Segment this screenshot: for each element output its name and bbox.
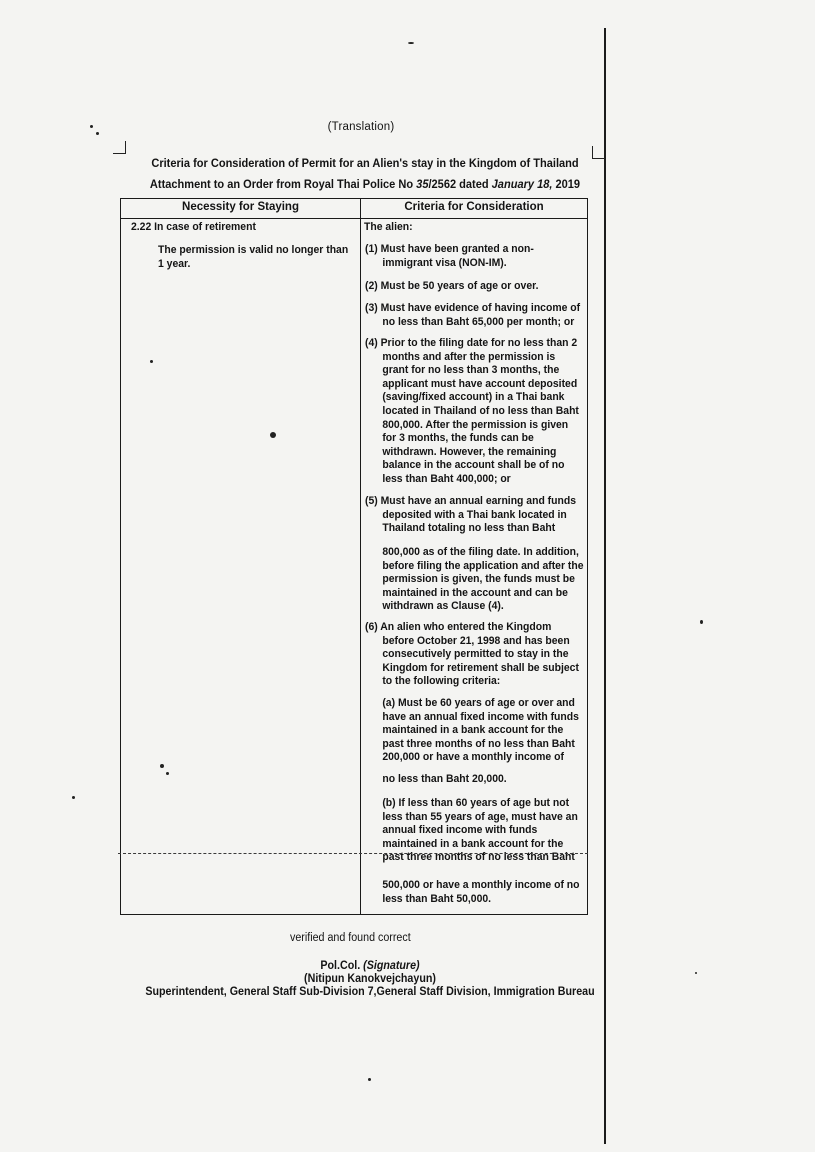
scan-speck bbox=[72, 796, 75, 799]
verification-note: verified and found correct bbox=[290, 932, 411, 944]
signature-block bbox=[100, 960, 640, 999]
clause-line: withdrawn as Clause (4). bbox=[365, 600, 504, 613]
order-year: /2562 dated bbox=[428, 177, 492, 191]
clause-line: (b) If less than 60 years of age but not bbox=[365, 797, 570, 809]
scan-speck bbox=[368, 1078, 371, 1081]
clause-line: to the following criteria: bbox=[365, 675, 501, 688]
order-date: January 18, bbox=[491, 177, 553, 191]
permission-line: The permission is valid no longer than bbox=[158, 244, 349, 256]
clause-line: before filing the application and after the bbox=[365, 559, 584, 572]
scan-speck bbox=[700, 620, 703, 624]
clause-line: consecutively permitted to stay in the bbox=[365, 648, 569, 661]
document-subtitle bbox=[149, 177, 581, 191]
header-necessity: Necessity for Staying bbox=[182, 201, 299, 213]
clause-line: annual fixed income with funds bbox=[365, 824, 538, 837]
signatory-position: Superintendent, General Staff Sub-Division 7,General Staff Division, Immigration Bureau bbox=[145, 986, 595, 998]
clause-line: Kingdom for retirement shall be subject bbox=[365, 661, 579, 674]
clause-line: 800,000. After the permission is given bbox=[365, 418, 569, 431]
signatory-name: (Nitipun Kanokvejchayun) bbox=[304, 973, 436, 985]
clause-line: withdrawn. However, the remaining bbox=[365, 445, 557, 458]
clause-line: (a) Must be 60 years of age or over and bbox=[365, 697, 575, 709]
clause-line: 500,000 or have a monthly income of no bbox=[365, 879, 580, 891]
clause-line: (saving/fixed account) in a Thai bank bbox=[365, 391, 565, 404]
header-criteria: Criteria for Consideration bbox=[404, 201, 544, 213]
scan-speck bbox=[408, 42, 414, 44]
scan-speck bbox=[695, 972, 697, 974]
clause-line: (2) Must be 50 years of age or over. bbox=[365, 280, 539, 292]
clause-line: located in Thailand of no less than Baht bbox=[365, 405, 579, 417]
clause-line: applicant must have account deposited bbox=[365, 377, 578, 390]
clause-line: past three months of no less than Baht bbox=[365, 737, 575, 750]
clause-line: (6) An alien who entered the Kingdom bbox=[365, 621, 552, 633]
signature-mark: (Signature) bbox=[363, 960, 420, 972]
clause-line: maintained in a bank account for the bbox=[365, 724, 564, 737]
clause-line: less than 55 years of age, must have an bbox=[365, 810, 578, 823]
crop-mark-right bbox=[592, 146, 605, 159]
clause-line: months and after the permission is bbox=[365, 350, 556, 363]
clause-line: less than Baht 50,000. bbox=[365, 892, 492, 905]
clause-line: balance in the account shall be of no bbox=[365, 459, 565, 472]
order-number: 35 bbox=[416, 177, 429, 191]
clause-line: Thailand totaling no less than Baht bbox=[365, 522, 556, 535]
clause-line: (5) Must have an annual earning and funds bbox=[365, 495, 577, 507]
clause-line: have an annual fixed income with funds bbox=[365, 710, 579, 723]
clause-line: (1) Must have been granted a non- bbox=[365, 243, 534, 255]
permission-line: 1 year. bbox=[158, 258, 191, 270]
criteria-table bbox=[120, 198, 588, 915]
clause-line: for 3 months, the funds can be bbox=[365, 432, 534, 445]
clause-line: (3) Must have evidence of having income of bbox=[365, 302, 581, 314]
clause-line: less than Baht 400,000; or bbox=[365, 473, 511, 485]
clause-line: 200,000 or have a monthly income of bbox=[365, 751, 564, 764]
clause-line: (4) Prior to the filing date for no less than 2 bbox=[365, 337, 578, 349]
clause-line: no less than Baht 20,000. bbox=[365, 773, 507, 785]
rank: Pol.Col. bbox=[320, 960, 364, 972]
clause-line: no less than Baht 65,000 per month; or bbox=[365, 315, 575, 328]
clause-line: immigrant visa (NON-IM). bbox=[365, 256, 507, 269]
subtitle-prefix: Attachment to an Order from Royal Thai Police No bbox=[149, 177, 417, 191]
page-fold-line bbox=[118, 853, 588, 854]
column-divider bbox=[360, 199, 361, 914]
document-title: Criteria for Consideration of Permit for an Alien's stay in the Kingdom of Thailand bbox=[151, 156, 579, 170]
crop-mark-left bbox=[113, 141, 126, 154]
clause-line: deposited with a Thai bank located in bbox=[365, 508, 567, 521]
translation-label: (Translation) bbox=[327, 121, 395, 133]
clause-line: grant for no less than 3 months, the bbox=[365, 364, 560, 377]
clause-line: past three months of no less than Baht bbox=[365, 851, 575, 864]
section-heading: 2.22 In case of retirement bbox=[131, 221, 256, 233]
clause-line: before October 21, 1998 and has been bbox=[365, 634, 570, 647]
clause-line: permission is given, the funds must be bbox=[365, 573, 575, 586]
clause-line: 800,000 as of the filing date. In addition, bbox=[365, 546, 579, 558]
table-header-row bbox=[121, 199, 587, 219]
clause-line: maintained in a bank account for the bbox=[365, 837, 564, 850]
clause-line: maintained in the account and can be bbox=[365, 586, 568, 599]
order-date-year: 2019 bbox=[552, 177, 581, 191]
criteria-intro: The alien: bbox=[364, 221, 413, 233]
